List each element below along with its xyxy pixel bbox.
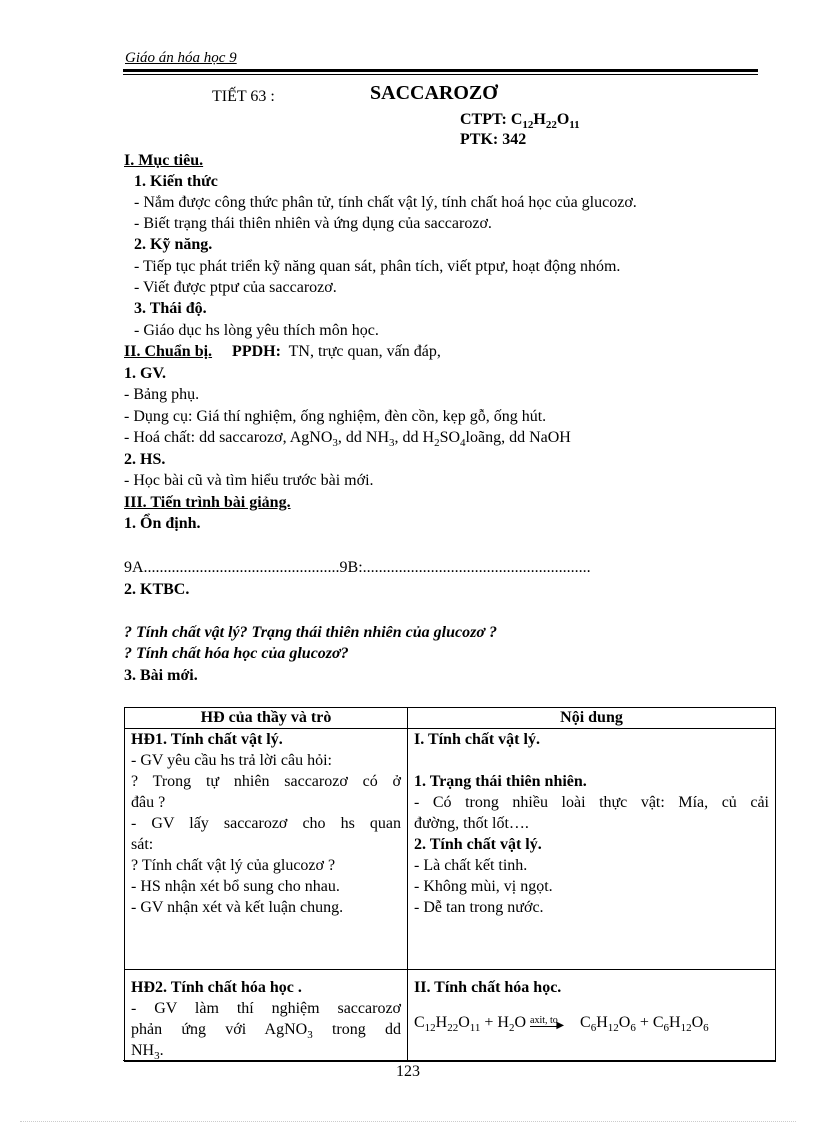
section-muc-tieu: I. Mục tiêu. (124, 152, 204, 169)
table-cell-activities-1 (125, 729, 408, 970)
ky-nang-line-1: - Tiếp tục phát triển kỹ năng quan sát, phân tích, viết ptpư, hoạt động nhóm. (134, 258, 621, 275)
kien-thuc-line-2: - Biết trạng thái thiên nhiên và ứng dụng của saccarozơ. (134, 215, 492, 232)
content-heading-physical: I. Tính chất vật lý. (414, 731, 540, 748)
header-rule-thin (123, 74, 758, 75)
ktbc-question-1: ? Tính chất vật lý? Trạng thái thiên nhiên của glucozơ ? (124, 624, 497, 641)
kien-thuc-line-1: - Nắm được công thức phân tử, tính chất vật lý, tính chất hoá học của glucozơ. (134, 194, 637, 211)
gv-line-1: - Bảng phụ. (124, 386, 200, 403)
subsection-kien-thuc: 1. Kiến thức (134, 173, 218, 190)
section-tien-trinh: III. Tiến trình bài giảng. (124, 494, 291, 511)
subsection-ky-nang: 2. Kỹ năng. (134, 236, 213, 253)
content-line: đường, thốt lốt…. (414, 815, 529, 832)
activity-line: ? Tính chất vật lý của glucozơ ? (131, 857, 336, 874)
ppdh-label: PPDH: (232, 343, 281, 360)
subsection-hs: 2. HS. (124, 451, 166, 468)
lesson-activity-table (124, 707, 776, 1062)
activity-line: - GV lấy saccarozơ cho hs quan (131, 815, 401, 832)
content-line: - Là chất kết tinh. (414, 857, 528, 874)
page-number: 123 (396, 1063, 420, 1080)
hs-line-1: - Học bài cũ và tìm hiểu trước bài mới. (124, 472, 374, 489)
content-line: - Dễ tan trong nước. (414, 899, 544, 916)
thai-do-line-1: - Giáo dục hs lòng yêu thích môn học. (134, 322, 379, 339)
content-line: - Có trong nhiều loài thực vật: Mía, củ cải (414, 794, 769, 811)
table-cell-content-1 (408, 729, 776, 970)
content-line: - Không mùi, vị ngọt. (414, 878, 553, 895)
activity-hd1-heading: HĐ1. Tính chất vật lý. (131, 731, 283, 748)
table-cell-content-2 (408, 970, 776, 1062)
activity-line: - GV yêu cầu hs trả lời câu hỏi: (131, 752, 332, 769)
table-header-content: Nội dung (408, 708, 776, 729)
page-edge-divider (20, 1121, 796, 1122)
subsection-ktbc: 2. KTBC. (124, 581, 190, 598)
subsection-bai-moi: 3. Bài mới. (124, 667, 198, 684)
activity-line: đâu ? (131, 794, 166, 811)
content-heading-natural-state: 1. Trạng thái thiên nhiên. (414, 773, 587, 790)
class-attendance-line: 9A.................................................9B:......................................................... (124, 559, 591, 576)
gv-line-3: - Hoá chất: dd saccarozơ, AgNO$_3$, dd $NH_3$, dd $H_2SO_4loãng$, dd NaOH (124, 429, 571, 450)
content-heading-chemical: II. Tính chất hóa học. (414, 979, 562, 996)
subsection-gv: 1. GV. (124, 365, 166, 382)
activity-line: ? Trong tự nhiên saccarozơ có ở (131, 773, 401, 790)
document-header-title: Giáo án hóa học 9 (125, 50, 237, 66)
hydrolysis-equation: $C_{12}H_{22}O_{11} + H_2O$ axit, to ▶ $C_6H_{12}O_6 + C_6H_{12}O_6$ (414, 1014, 709, 1035)
ppdh-value: TN, trực quan, vấn đáp, (288, 343, 441, 360)
activity-line: $NH_3$. (131, 1042, 164, 1063)
gv-line-2: - Dụng cụ: Giá thí nghiệm, ống nghiệm, đèn cồn, kẹp gỗ, ống hút. (124, 408, 547, 425)
subsection-thai-do: 3. Thái độ. (134, 300, 207, 317)
ky-nang-line-2: - Viết được ptpư của saccarozơ. (134, 279, 337, 296)
lesson-title: SACCAROZƠ (370, 82, 498, 104)
table-cell-activities-2 (125, 970, 408, 1062)
ctpt-label: CTPT: (460, 111, 507, 128)
lesson-number: TIẾT 63 : (212, 88, 275, 105)
activity-line: - GV làm thí nghiệm saccarozơ (131, 1000, 401, 1017)
activity-line: - GV nhận xét và kết luận chung. (131, 899, 344, 916)
table-header-activities: HĐ của thầy và trò (125, 708, 408, 729)
content-heading-physical-props: 2. Tính chất vật lý. (414, 836, 542, 853)
formula-ctpt: CTPT: $C_{12}H_{22}O_{11}$ (460, 111, 580, 132)
section-chuan-bi (124, 341, 441, 362)
activity-line: sát: (131, 836, 154, 853)
footer-rule (123, 1060, 776, 1061)
activity-line: - HS nhận xét bổ sung cho nhau. (131, 878, 340, 895)
activity-line: phản ứng với AgNO$_3$ trong dd (131, 1021, 401, 1042)
header-rule-thick (123, 69, 758, 72)
reaction-arrow-icon: axit, to ▶ (530, 1015, 565, 1032)
chuan-bi-heading: II. Chuẩn bị. (124, 343, 213, 360)
formula-ptk: PTK: 342 (460, 131, 527, 148)
ktbc-question-2: ? Tính chất hóa học của glucozơ? (124, 645, 349, 662)
subsection-on-dinh: 1. Ổn định. (124, 515, 201, 532)
activity-hd2-heading: HĐ2. Tính chất hóa học . (131, 979, 302, 996)
